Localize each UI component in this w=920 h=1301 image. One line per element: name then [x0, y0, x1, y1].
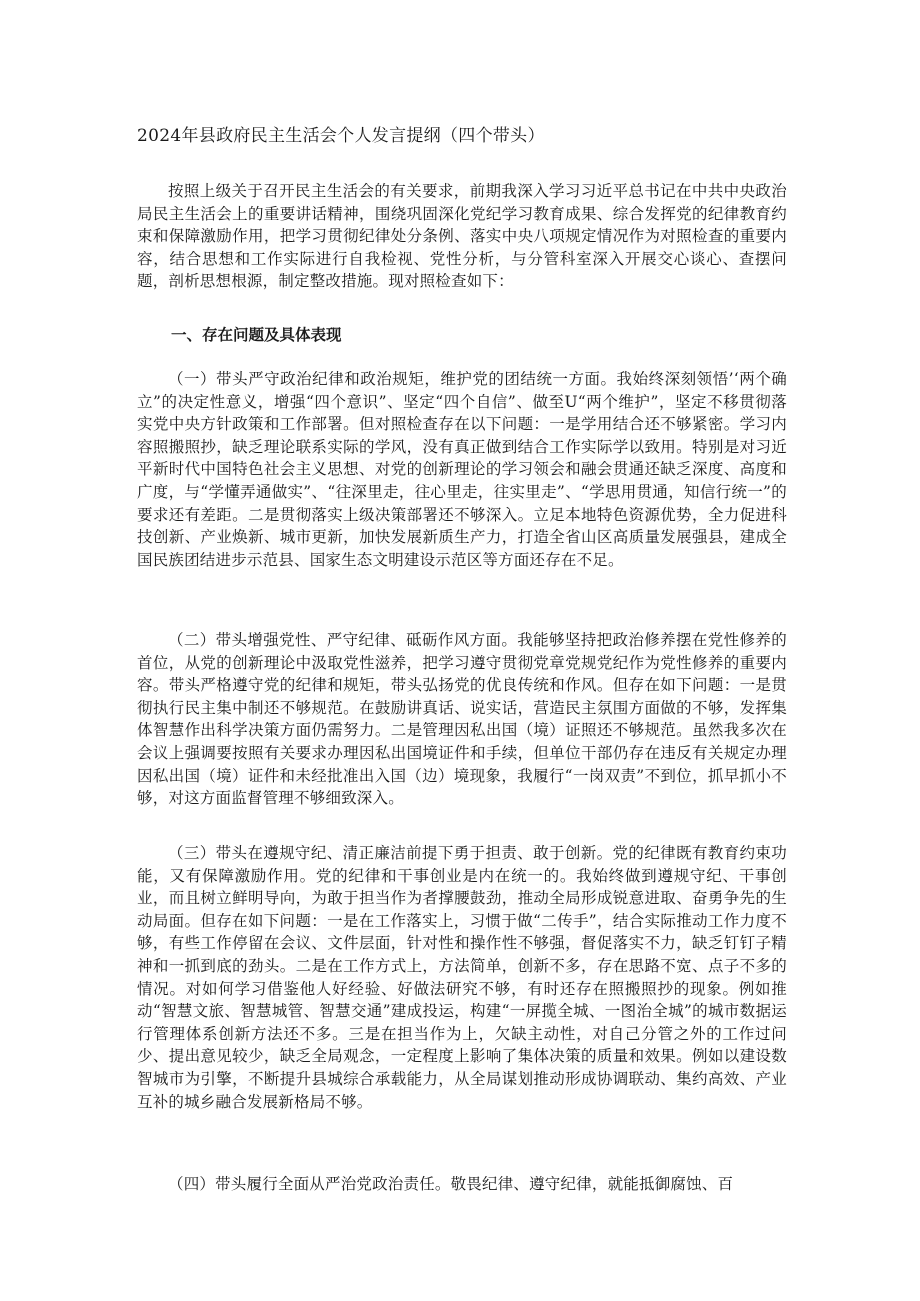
section-heading: 一、存在问题及具体表现	[171, 326, 342, 344]
document-title: 2024年县政府民主生活会个人发言提纲（四个带头）	[137, 126, 545, 146]
paragraph-2: （二）带头增强党性、严守纪律、砥砺作风方面。我能够坚持把政治修养摆在党性修养的首位，从党的创新理论中汲取党性滋养，把学习遵守贯彻党章党规党纪作为党性修养的重要内容。带头严格遵守党的纪律和规矩，带头弘扬党的优良传统和作风。但存在如下问题：一是贯彻执行民主集中制还不够规范。在鼓励讲真话、说实话，营造民主氛围方面做的不够，发挥集体智慧作出科学决策方面仍需努力。二是管理因私出国（境）证照还不够规范。虽然我多次在会议上强调要按照有关要求办理因私出国境证件和手续，但单位干部仍存在违反有关规定办理因私出国（境）证件和未经批准出入国（边）境现象，我履行“一岗双责”不到位，抓早抓小不够，对这方面监督管理不够细致深入。	[137, 631, 787, 808]
paragraph-4: （四）带头履行全面从严治党政治责任。敬畏纪律、遵守纪律，就能抵御腐蚀、百	[168, 1175, 734, 1193]
paragraph-3: （三）带头在遵规守纪、清正廉洁前提下勇于担责、敢于创新。党的纪律既有教育约束功能，又有保障激励作用。党的纪律和干事创业是内在统一的。我始终做到遵规守纪、干事创业，而且树立鲜明导向，为敢于担当作为者撑腰鼓劲，推动全局形成锐意进取、奋勇争先的生动局面。但存在如下问题：一是在工作落实上，习惯于做“二传手”，结合实际推动工作力度不够，有些工作停留在会议、文件层面，针对性和操作性不够强，督促落实不力，缺乏钉钉子精神和一抓到底的劲头。二是在工作方式上，方法简单，创新不多，存在思路不宽、点子不多的情况。对如何学习借鉴他人好经验、好做法研究不够，有时还存在照搬照抄的现象。例如推动“智慧文旅、智慧城管、智慧交通”建成投运，构建“一屏揽全城、一图治全城”的城市数据运行管理体系创新方法还不多。三是在担当作为上，欠缺主动性，对自己分管之外的工作过问少、提出意见较少，缺乏全局观念，一定程度上影响了集体决策的质量和效果。例如以建设数智城市为引擎，不断提升县城综合承载能力，从全局谋划推动形成协调联动、集约高效、产业互补的城乡融合发展新格局不够。	[137, 844, 787, 1111]
paragraph-1: （一）带头严守政治纪律和政治规矩，维护党的团结统一方面。我始终深刻领悟’‘两个确立”的决定性意义，增强“四个意识”、坚定“四个自信”、做至U“两个维护”，坚定不移贯彻落实党中央方针政策和工作部署。但对照检查存在以下问题：一是学用结合还不够紧密。学习内容照搬照抄，缺乏理论联系实际的学风，没有真正做到结合工作实际学以致用。特别是对习近平新时代中国特色社会主义思想、对党的创新理论的学习领会和融会贯通还缺乏深度、高度和广度，与“学懂弄通做实”、“往深里走，往心里走，往实里走”、“学思用贯通，知信行统一”的要求还有差距。二是贯彻落实上级决策部署还不够深入。立足本地特色资源优势，全力促进科技创新、产业焕新、城市更新，加快发展新质生产力，打造全省山区高质量发展强县，建成全国民族团结进步示范县、国家生态文明建设示范区等方面还存在不足。	[137, 370, 787, 569]
intro-paragraph: 按照上级关于召开民主生活会的有关要求，前期我深入学习习近平总书记在中共中央政治局民主生活会上的重要讲话精神，围绕巩固深化党纪学习教育成果、综合发挥党的纪律教育约束和保障激励作用，把学习贯彻纪律处分条例、落实中央八项规定情况作为对照检查的重要内容，结合思想和工作实际进行自我检视、党性分析，与分管科室深入开展交心谈心、查摆问题，剖析思想根源，制定整改措施。现对照检查如下：	[137, 182, 787, 291]
